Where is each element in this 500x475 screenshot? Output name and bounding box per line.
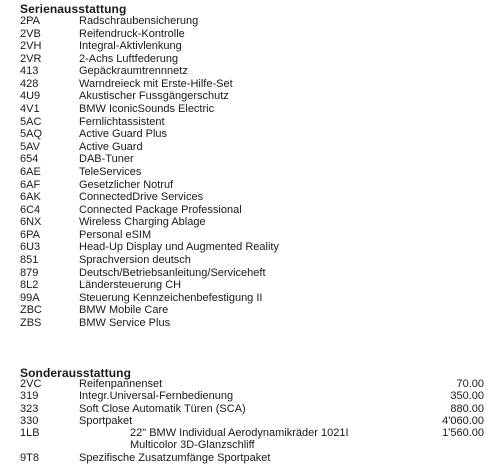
equipment-code: 6AF: [20, 178, 41, 191]
equipment-row: [0, 439, 500, 451]
equipment-price: 350.00: [450, 390, 484, 403]
equipment-row: [0, 28, 500, 41]
equipment-code: 2PA: [20, 15, 40, 27]
equipment-row: [0, 40, 500, 53]
equipment-code: 6U3: [20, 241, 41, 254]
equipment-code: 2VB: [20, 27, 41, 40]
equipment-code: ZBC: [20, 304, 42, 317]
equipment-description: ConnectedDrive Services: [79, 191, 204, 204]
equipment-price: 70.00: [456, 378, 484, 390]
equipment-code: 654: [20, 153, 39, 166]
optional-equipment-heading: Sonderausstattung: [20, 366, 132, 380]
equipment-description: 22" BMW Individual Aerodynamikräder 1021I: [130, 427, 349, 440]
equipment-code: 2VH: [20, 40, 42, 53]
equipment-description: Sprachversion deutsch: [79, 253, 191, 266]
equipment-row: [0, 279, 500, 292]
equipment-row: [0, 90, 500, 103]
equipment-description: Spezifische Zusatzumfänge Sportpaket: [79, 451, 271, 464]
equipment-row: [0, 415, 500, 427]
equipment-description: Multicolor 3D-Glanzschliff: [130, 439, 255, 452]
equipment-code: 879: [20, 266, 39, 279]
equipment-description: Radschraubensicherung: [79, 15, 199, 27]
equipment-code: 6PA: [20, 228, 40, 241]
equipment-row: [0, 128, 500, 141]
equipment-code: 428: [20, 77, 39, 90]
equipment-description: Akustischer Fussgängerschutz: [79, 90, 229, 103]
equipment-row: [0, 304, 500, 317]
equipment-row: [0, 241, 500, 254]
equipment-row: [0, 204, 500, 217]
equipment-row: [0, 15, 500, 28]
equipment-row: [0, 65, 500, 78]
equipment-row: [0, 378, 500, 390]
equipment-price: 880.00: [450, 402, 484, 415]
equipment-row: [0, 317, 500, 330]
equipment-description: 2-Achs Luftfederung: [79, 52, 179, 65]
equipment-description: DAB-Tuner: [79, 153, 134, 166]
equipment-code: 851: [20, 253, 39, 266]
equipment-row: [0, 390, 500, 402]
equipment-row: [0, 116, 500, 129]
equipment-description: Personal eSIM: [79, 228, 152, 241]
equipment-description: BMW Mobile Care: [79, 304, 169, 317]
equipment-row: [0, 254, 500, 267]
equipment-code: 413: [20, 65, 39, 78]
equipment-row: [0, 292, 500, 305]
equipment-row: [0, 452, 500, 464]
equipment-row: [0, 403, 500, 415]
equipment-code: 5AC: [20, 115, 42, 128]
equipment-code: 6AK: [20, 191, 41, 204]
equipment-row: [0, 141, 500, 154]
equipment-code: 4V1: [20, 103, 40, 116]
equipment-code: 1LB: [20, 427, 40, 440]
equipment-description: Wireless Charging Ablage: [79, 216, 206, 229]
equipment-description: Ländersteuerung CH: [79, 279, 182, 292]
equipment-price: 4'060.00: [442, 414, 484, 427]
equipment-description: Reifenpannenset: [79, 378, 163, 390]
equipment-description: Deutsch/Betriebsanleitung/Serviceheft: [79, 266, 266, 279]
equipment-row: [0, 179, 500, 192]
equipment-row: [0, 103, 500, 116]
equipment-description: Gesetzlicher Notruf: [79, 178, 174, 191]
optional-equipment-list: [0, 378, 500, 464]
equipment-row: [0, 229, 500, 242]
equipment-row: [0, 216, 500, 229]
equipment-row: [0, 53, 500, 66]
equipment-code: ZBS: [20, 316, 42, 329]
standard-equipment-list: [0, 15, 500, 329]
equipment-description: Gepäckraumtrennnetz: [79, 65, 188, 78]
equipment-description: TeleServices: [79, 165, 142, 178]
equipment-description: BMW Service Plus: [79, 316, 171, 329]
equipment-code: 6AE: [20, 165, 41, 178]
equipment-description: Steuerung Kennzeichenbefestigung II: [79, 291, 263, 304]
equipment-row: [0, 166, 500, 179]
equipment-code: 5AQ: [20, 128, 43, 141]
equipment-description: Sportpaket: [79, 414, 133, 427]
equipment-code: 323: [20, 402, 39, 415]
equipment-description: BMW IconicSounds Electric: [79, 103, 215, 116]
equipment-code: 99A: [20, 291, 40, 304]
equipment-description: Head-Up Display und Augmented Reality: [79, 241, 279, 254]
equipment-code: 330: [20, 414, 39, 427]
equipment-description: Integr.Universal-Fernbedienung: [79, 390, 234, 403]
equipment-price: 1'560.00: [442, 427, 484, 440]
standard-equipment-heading: Serienausstattung: [20, 2, 127, 16]
equipment-code: 4U9: [20, 90, 41, 103]
equipment-code: 6NX: [20, 216, 42, 229]
equipment-code: 2VR: [20, 52, 42, 65]
equipment-code: 319: [20, 390, 39, 403]
equipment-description: Integral-Aktivlenkung: [79, 40, 182, 53]
equipment-description: Fernlichtassistent: [79, 115, 165, 128]
equipment-description: Active Guard Plus: [79, 128, 168, 141]
equipment-row: [0, 427, 500, 439]
equipment-row: [0, 78, 500, 91]
equipment-code: 2VC: [20, 378, 42, 390]
equipment-description: Active Guard: [79, 140, 143, 153]
equipment-description: Warndreieck mit Erste-Hilfe-Set: [79, 77, 233, 90]
equipment-row: [0, 267, 500, 280]
equipment-code: 9T8: [20, 451, 39, 464]
equipment-code: 5AV: [20, 140, 40, 153]
equipment-row: [0, 191, 500, 204]
equipment-row: [0, 153, 500, 166]
equipment-code: 6C4: [20, 203, 41, 216]
equipment-description: Soft Close Automatik Türen (SCA): [79, 402, 246, 415]
equipment-description: Reifendruck-Kontrolle: [79, 27, 185, 40]
equipment-code: 8L2: [20, 279, 39, 292]
equipment-description: Connected Package Professional: [79, 203, 242, 216]
